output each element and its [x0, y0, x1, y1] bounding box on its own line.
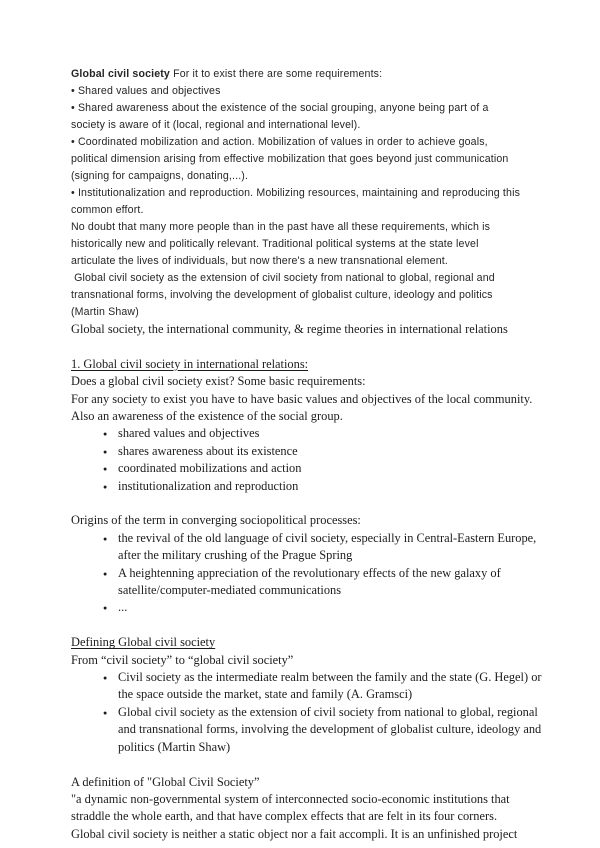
spacer: [71, 617, 549, 634]
quote-heading: A definition of "Global Civil Society”: [71, 774, 260, 789]
topic-line: Global society, the international community, & regime theories in international relations: [71, 322, 508, 336]
list-item: ● ...: [71, 599, 549, 616]
section-1-paragraph-2: Also an awareness of the existence of the social group.: [71, 409, 343, 424]
list-item: ● coordinated mobilizations and action: [71, 460, 549, 477]
list-item: ● institutionalization and reproduction: [71, 478, 549, 495]
lead-term-rest: For it to exist there are some requirements:: [169, 68, 383, 80]
section-1-heading: 1. Global civil society in international relations:: [71, 356, 309, 371]
lead-term: Global civil society: [71, 68, 170, 80]
intro-block: [71, 66, 541, 321]
list-item: ● A heightenning appreciation of the revolutionary effects of the new galaxy of satellite/computer-mediated communications: [71, 565, 549, 600]
spacer: [71, 756, 549, 773]
origins-list: [71, 530, 549, 617]
quote-line-3: Global civil society is neither a static object nor a fait accompli. It is an unfinished project: [71, 826, 518, 841]
requirements-list: [71, 425, 549, 495]
quote-line-1: "a dynamic non-governmental system of interconnected socio-economic institutions that: [71, 791, 510, 806]
origins-heading: Origins of the term in converging sociopolitical processes:: [71, 513, 361, 528]
spacer: [71, 338, 549, 355]
intro-paragraph-1-line-2: historically new and politically relevant. Traditional political systems at the state level: [71, 238, 479, 250]
intro-paragraph-2-line-2: transnational forms, involving the development of globalist culture, ideology and politics: [71, 289, 493, 301]
intro-bullet-1: • Shared values and objectives: [71, 83, 541, 100]
list-item: ● shares awareness about its existence: [71, 443, 549, 460]
intro-bullet-4-line-1: • Institutionalization and reproduction. Mobilizing resources, maintaining and reproducing this: [71, 185, 541, 202]
quote-line-2: straddle the whole earth, and that have complex effects that are felt in its four corners.: [71, 809, 498, 824]
list-item: ● Civil society as the intermediate realm between the family and the state (G. Hegel) or the space outside the market, state and family (A. Gramsci): [71, 669, 549, 704]
section-1-question: Does a global civil society exist? Some basic requirements:: [71, 374, 366, 389]
list-item: ● the revival of the old language of civil society, especially in Central-Eastern Europe, after the military crushing of the Prague Spring: [71, 530, 549, 565]
list-item: ● shared values and objectives: [71, 425, 549, 442]
intro-bullet-3-line-3: (signing for campaigns, donating,...).: [71, 170, 249, 182]
definitions-list: [71, 669, 549, 756]
section-1-paragraph-1: For any society to exist you have to have basic values and objectives of the local community.: [71, 391, 533, 406]
list-item: ● Global civil society as the extension of civil society from national to global, regional and transnational forms, involving the development of globalist culture, ideology and politics (Martin Shaw): [71, 704, 549, 756]
defining-heading: Defining Global civil society: [71, 635, 216, 650]
intro-paragraph-2-line-1: Global civil society as the extension of civil society from national to global, regional and: [74, 272, 495, 284]
spacer: [71, 495, 549, 512]
intro-heading-line: [71, 66, 541, 83]
intro-paragraph-2-line-3: (Martin Shaw): [71, 306, 139, 318]
intro-bullet-2-line-2: society is aware of it (local, regional and international level).: [71, 119, 361, 131]
intro-bullet-4-line-2: common effort.: [71, 204, 144, 216]
intro-bullet-2-line-1: • Shared awareness about the existence of the social grouping, anyone being part of a: [71, 100, 541, 117]
intro-bullet-3-line-2: political dimension arising from effective mobilization that goes beyond just communication: [71, 153, 509, 165]
defining-subline: From “civil society” to “global civil society”: [71, 652, 294, 667]
body-block: [71, 321, 549, 843]
intro-paragraph-1-line-3: articulate the lives of individuals, but now there's a new transnational element.: [71, 255, 448, 267]
intro-paragraph-1-line-1: No doubt that many more people than in the past have all these requirements, which is: [71, 221, 491, 233]
intro-bullet-3-line-1: • Coordinated mobilization and action. Mobilization of values in order to achieve goals,: [71, 134, 541, 151]
